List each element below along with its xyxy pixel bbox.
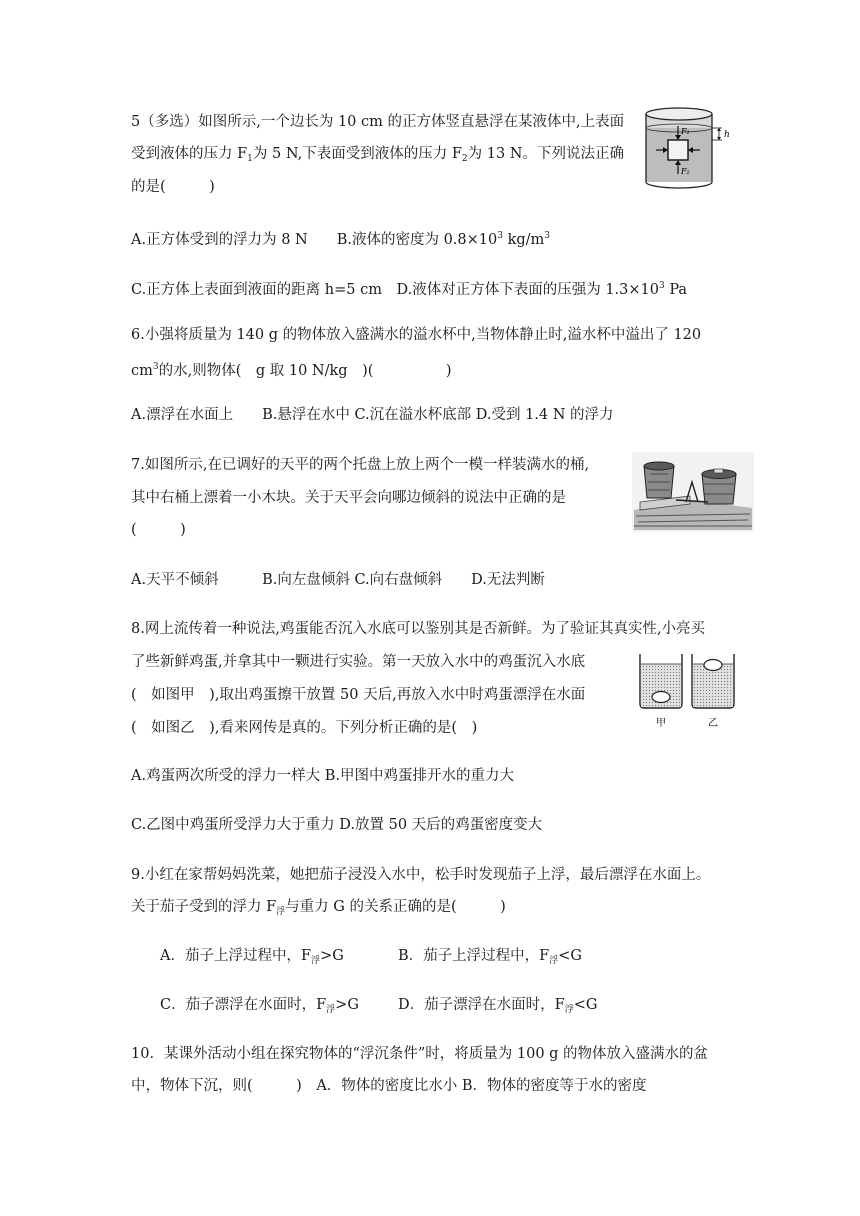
jia-label: 甲	[656, 718, 666, 729]
f1-label: F₁	[681, 127, 690, 136]
q6-line-2: $cm^3$的水,则物体( g 取 10 N/kg )( )	[131, 362, 452, 379]
q7-line-1: 7.如图所示,在已调好的天平的两个托盘上放上两个一模一样装满水的桶,	[131, 457, 590, 473]
q8-line-1: 8.网上流传着一种说法,鸡蛋能否沉入水底可以鉴别其是否新鲜。为了验证其真实性,小亮买	[131, 621, 706, 637]
q5-options-cd: C.正方体上表面到液面的距离 h=5 cm D.液体对正方体下表面的压强为 $1.3\times 10^3$ Pa	[131, 281, 688, 298]
q6-line-1: 6.小强将质量为 140 g 的物体放入盛满水的溢水杯中,当物体静止时,溢水杯中溢出了 120	[131, 327, 702, 343]
q6-options: A.漂浮在水面上 B.悬浮在水中 C.沉在溢水杯底部 D.受到 1.4 N 的浮力	[131, 407, 614, 423]
q9-line-2: 关于茄子受到的浮力 $F_浮$与重力 G 的关系正确的是( )	[131, 899, 506, 917]
q8-options-ab: A.鸡蛋两次所受的浮力一样大 B.甲图中鸡蛋排开水的重力大	[131, 768, 514, 784]
q7-line-2: 其中右桶上漂着一小木块。关于天平会向哪边倾斜的说法中正确的是	[131, 490, 566, 506]
q5-line-3: 的是( )	[131, 179, 215, 195]
q5-options-ab: A.正方体受到的浮力为 8 N B.液体的密度为 $0.8\times 10^3$ $kg/m^3$	[131, 231, 551, 248]
q5-line-1: 5（多选）如图所示,一个边长为 10 cm 的正方体竖直悬浮在某液体中,上表面	[131, 114, 625, 130]
q9-option-d: D．茄子漂浮在水面时，$F_浮<G$	[398, 997, 598, 1015]
q9-option-a: A．茄子上浮过程中，$F_浮>G$	[160, 948, 344, 966]
q10-line-2: 中，物体下沉，则( ) A．物体的密度比水小 B．物体的密度等于水的密度	[131, 1078, 647, 1094]
yi-label: 乙	[708, 718, 718, 729]
h-label: h	[724, 130, 730, 140]
q9-option-c: C．茄子漂浮在水面时，$F_浮>G$	[160, 997, 359, 1015]
q9-option-b: B．茄子上浮过程中，$F_浮<G$	[398, 948, 582, 966]
q5-line-2: 受到液体的压力 $F_1$为 5 N,下表面受到液体的压力 $F_2$为 13 N。下列说法正确	[131, 146, 624, 164]
q8-line-4: ( 如图乙 ),看来网传是真的。下列分析正确的是( )	[131, 720, 478, 736]
q8-line-2: 了些新鲜鸡蛋,并拿其中一颗进行实验。第一天放入水中的鸡蛋沉入水底	[131, 654, 586, 670]
q7-options: A.天平不倾斜 B.向左盘倾斜 C.向右盘倾斜 D.无法判断	[131, 572, 545, 588]
q8-line-3: ( 如图甲 ),取出鸡蛋擦干放置 50 天后,再放入水中时鸡蛋漂浮在水面	[131, 687, 586, 703]
f2-label: F₂	[681, 167, 690, 176]
q7-balance-figure	[632, 452, 754, 532]
q7-line-3: ( )	[131, 522, 186, 538]
q10-line-1: 10．某课外活动小组在探究物体的“浮沉条件”时，将质量为 100 g 的物体放入盛满水的盆	[131, 1046, 709, 1062]
q5-cylinder-figure	[640, 104, 736, 192]
q8-beakers-figure	[636, 650, 746, 730]
q9-line-1: 9.小红在家帮妈妈洗菜，她把茄子浸没入水中，松手时发现茄子上浮，最后漂浮在水面上。	[131, 867, 711, 883]
q8-options-cd: C.乙图中鸡蛋所受浮力大于重力 D.放置 50 天后的鸡蛋密度变大	[131, 817, 543, 833]
